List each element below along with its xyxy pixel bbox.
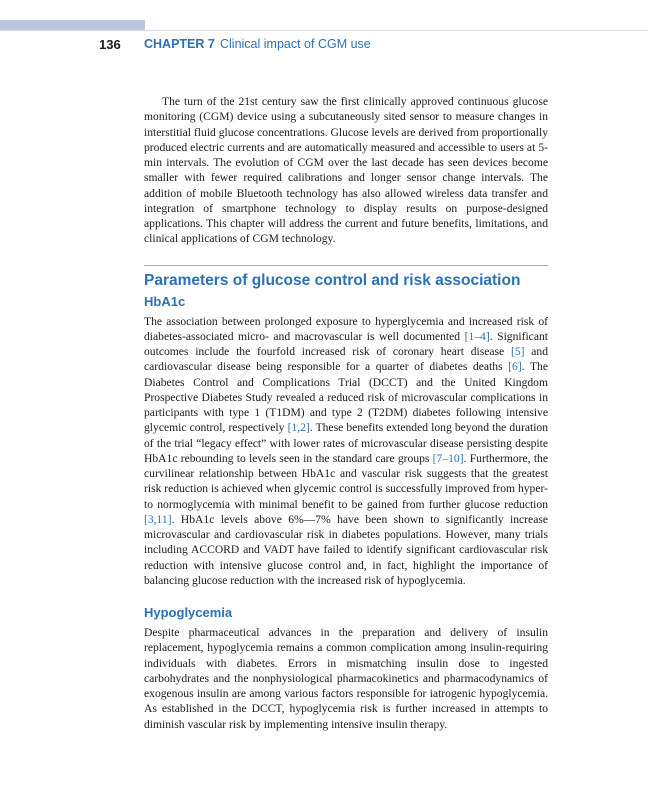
intro-paragraph: The turn of the 21st century saw the first clinically approved continuous glucose monitoring (CGM) device using a subcutaneously sited sensor to measure changes in interstitial fluid glucose concentrations. Glucose levels are derived from proportionally produced electric currents and are automatically measured and accessible to users at 5-min intervals. The evolution of CGM over the last decade has seen devices become smaller with fewer required calibrations and longer sensor change intervals. The addition of mobile Bluetooth technology has also allowed wireless data transfer and integration of smartphone technology to display results on purpose-designed applications. This chapter will address the current and future benefits, limitations, and clinical applications of CGM technology.	[144, 95, 548, 246]
running-header	[0, 30, 648, 57]
section-divider	[144, 265, 548, 266]
subsection-heading-hypoglycemia: Hypoglycemia	[144, 605, 233, 620]
citation-link[interactable]: [7–10]	[432, 451, 464, 465]
chapter-label: CHAPTER 7	[144, 37, 215, 51]
text-segment: . Furthermore, the curvilinear relationship between HbA1c and vascular risk suggests that the greatest risk reduction is achieved when glycemic control is successfully improved from hyper- to normoglycemia with minimal benefit to be gained from further glucose reduction	[144, 451, 548, 511]
text-segment: The association between prolonged exposure to hyperglycemia and increased risk of diabetes-associated micro- and macrovascular is well documented	[144, 314, 548, 343]
text-segment: . The Diabetes Control and Complications Trial (DCCT) and the United Kingdom Prospective Diabetes Study revealed a reduced risk of microvascular complications in participants with type 1 (T1DM) and type 2 (T2DM) diabetes following intensive glycemic control, respectively	[144, 360, 548, 435]
chapter-title: Clinical impact of CGM use	[220, 37, 371, 51]
page-body	[144, 94, 548, 732]
citation-link[interactable]: [3,11]	[144, 512, 172, 526]
citation-link[interactable]: [5]	[510, 345, 525, 358]
section-heading: Parameters of glucose control and risk association	[144, 271, 521, 289]
citation-link[interactable]: [1,2]	[287, 421, 310, 435]
citation-link[interactable]: [6]	[508, 360, 522, 374]
text-segment: . HbA1c levels above 6%—7% have been shown to significantly increase microvascular and cardiovascular risk in diabetes populations. However, many trials including ACCORD and VADT have failed to identify significant cardiovascular risk reduction with intensive glucose control and, in fact, highlight the importance of balancing glucose reduction with the increased risk of hypoglycemia.	[144, 512, 548, 587]
subsection-heading-hba1c: HbA1c	[144, 293, 186, 309]
citation-link[interactable]: [1–4]	[464, 329, 490, 343]
hba1c-paragraph	[144, 314, 548, 589]
text-segment: . These benefits extended long beyond the duration of the trial “legacy effect” with lower rates of microvascular disease persisting despite HbA1c rebounding to levels seen in the standard care groups	[144, 421, 549, 465]
text-segment: and cardiovascular disease being responsible for a quarter of diabetes deaths	[144, 345, 548, 374]
text-segment: . Significant outcomes include the fourfold increased risk of coronary heart disease	[144, 329, 548, 358]
hypoglycemia-paragraph: Despite pharmaceutical advances in the preparation and delivery of insulin replacement, hypoglycemia remains a common complication among insulin-requiring individuals with diabetes. Errors in mismatching insulin dose to ingested carbohydrates and the nonphysiological pharmacokinetics and pharmacodynamics of exogenous insulin are among various factors responsible for iatrogenic hypoglycemia. As established in the DCCT, hypoglycemia risk is further increased in attempts to diminish vascular risk by implementing intensive insulin therapy.	[144, 626, 548, 731]
header-accent-bar	[0, 20, 145, 30]
page-number: 136	[99, 37, 121, 52]
